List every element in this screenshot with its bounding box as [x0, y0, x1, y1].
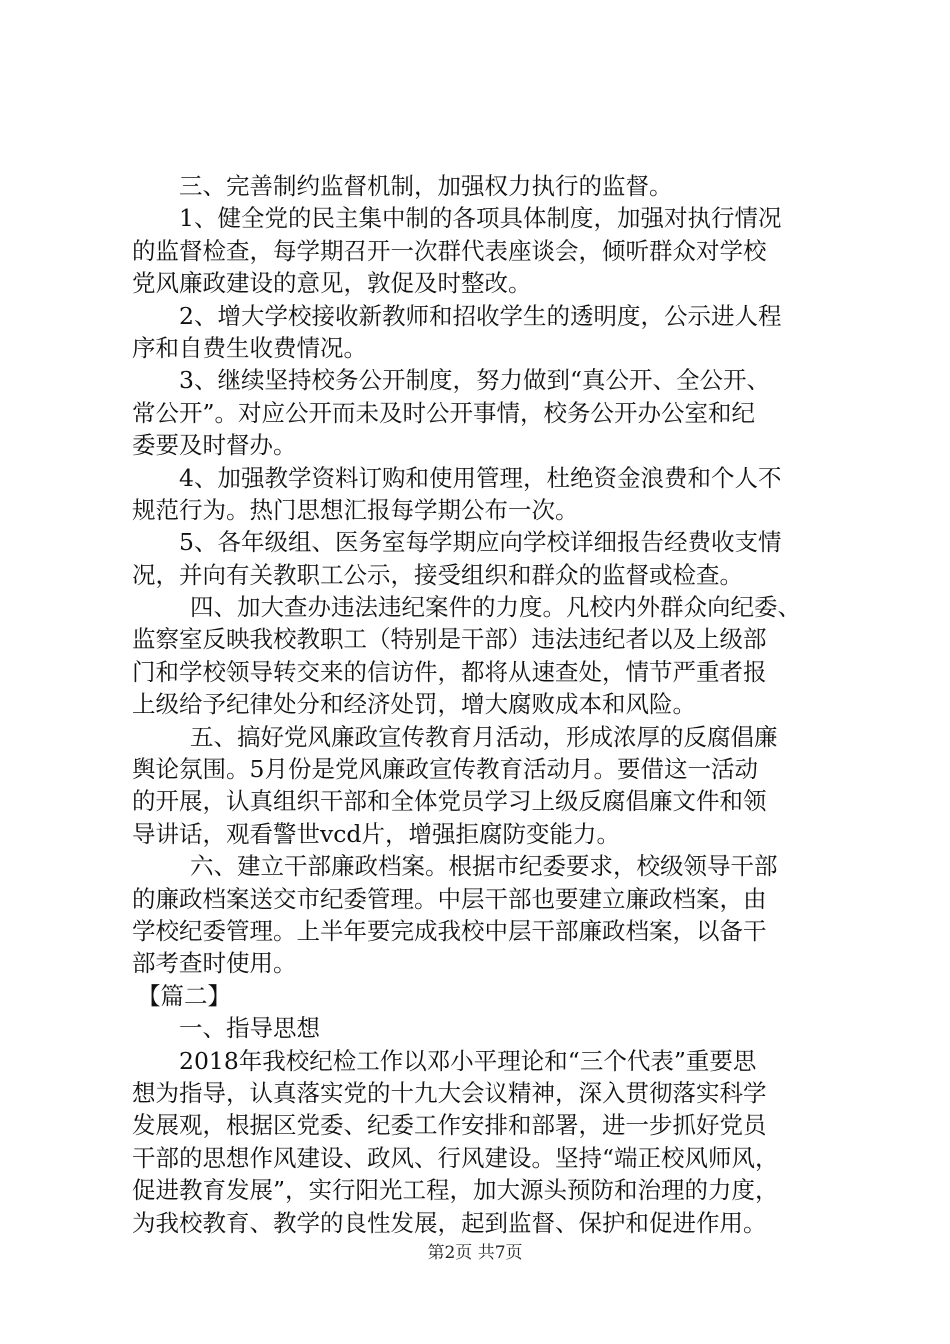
page-number-label: 第2页 共7页	[427, 1243, 523, 1263]
text-line: 常公开”。对应公开而未及时公开事情，校务公开办公室和纪	[132, 398, 756, 427]
text-line: 1、健全党的民主集中制的各项具体制度，加强对执行情况	[179, 204, 782, 233]
text-line: 3、继续坚持校务公开制度，努力做到“真公开、全公开、	[179, 366, 770, 395]
text-line: 学校纪委管理。上半年要完成我校中层干部廉政档案，以备干	[132, 916, 767, 945]
text-line: 5、各年级组、医务室每学期应向学校详细报告经费收支情	[179, 528, 782, 557]
text-line: 促进教育发展”，实行阳光工程，加大源头预防和治理的力度，	[132, 1176, 779, 1205]
text-line: 发展观，根据区党委、纪委工作安排和部署，进一步抓好党员	[132, 1111, 767, 1140]
text-line: 【篇二】	[137, 981, 231, 1010]
text-line: 为我校教育、教学的良性发展，起到监督、保护和促进作用。	[132, 1208, 767, 1237]
document-body	[132, 170, 832, 1239]
text-line: 2、增大学校接收新教师和招收学生的透明度，公示进人程	[179, 301, 782, 330]
text-line: 五、搞好党风廉政宣传教育月活动，形成浓厚的反腐倡廉	[190, 722, 778, 751]
text-line: 三、完善制约监督机制，加强权力执行的监督。	[179, 172, 673, 200]
text-line: 想为指导，认真落实党的十九大会议精神，深入贯彻落实科学	[132, 1078, 767, 1107]
page-footer	[0, 1243, 950, 1263]
text-line: 导讲话，观看警世vcd片，增强拒腐防变能力。	[132, 819, 620, 848]
text-line: 2018年我校纪检工作以邓小平理论和“三个代表”重要思	[179, 1046, 757, 1075]
text-line: 六、建立干部廉政档案。根据市纪委要求，校级领导干部	[190, 852, 778, 881]
text-line: 四、加大查办违法违纪案件的力度。凡校内外群众向纪委、	[190, 593, 801, 622]
text-line: 序和自费生收费情况。	[132, 333, 367, 362]
text-line: 况，并向有关教职工公示，接受组织和群众的监督或检查。	[132, 560, 743, 589]
text-line: 4、加强教学资料订购和使用管理，杜绝资金浪费和个人不	[179, 463, 782, 492]
text-line: 的廉政档案送交市纪委管理。中层干部也要建立廉政档案，由	[132, 884, 767, 913]
text-line: 干部的思想作风建设、政风、行风建设。坚持“端正校风师风，	[132, 1143, 779, 1172]
text-line: 的开展，认真组织干部和全体党员学习上级反腐倡廉文件和领	[132, 787, 767, 816]
text-line: 舆论氛围。5月份是党风廉政宣传教育活动月。要借这一活动	[132, 755, 758, 784]
text-line: 一、指导思想	[179, 1014, 320, 1043]
text-line: 监察室反映我校教职工（特别是干部）违法违纪者以及上级部	[132, 625, 767, 654]
text-line: 部考查时使用。	[132, 949, 297, 978]
text-line: 规范行为。热门思想汇报每学期公布一次。	[132, 495, 579, 524]
text-line: 的监督检查，每学期召开一次群代表座谈会，倾听群众对学校	[132, 236, 767, 265]
text-line: 党风廉政建设的意见，敦促及时整改。	[132, 269, 532, 298]
text-line: 门和学校领导转交来的信访件，都将从速查处，情节严重者报	[132, 657, 767, 686]
text-line: 上级给予纪律处分和经济处罚，增大腐败成本和风险。	[132, 690, 696, 719]
text-line: 委要及时督办。	[132, 431, 297, 460]
